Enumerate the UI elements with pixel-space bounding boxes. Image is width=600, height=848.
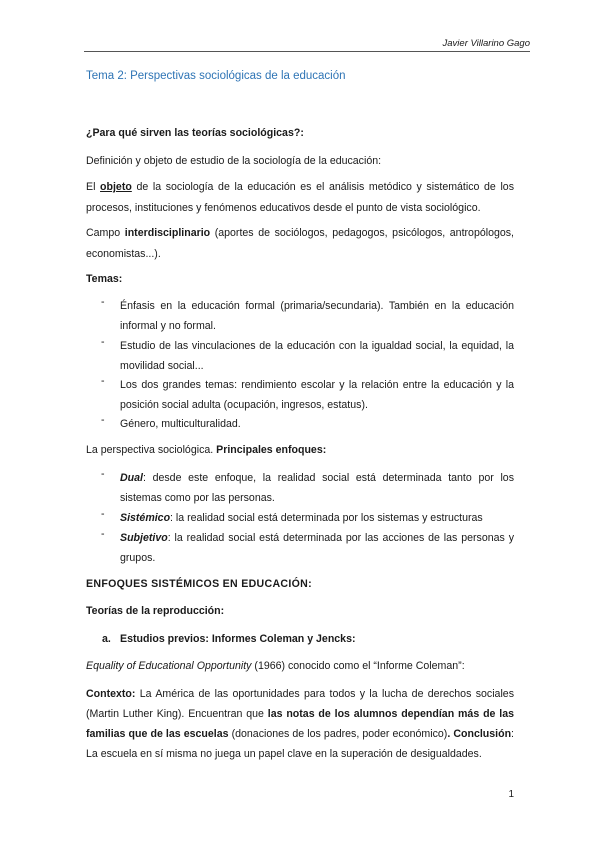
definition-line: Definición y objeto de estudio de la sociología de la educación: bbox=[86, 155, 382, 167]
contexto-paragraph bbox=[86, 684, 514, 764]
contexto-text-3: : La escuela en sí misma no juega un papel clave en la superación de desigualdades. bbox=[86, 728, 514, 760]
contexto-bold: las notas de los alumnos dependían más de las familias que de las escuelas bbox=[86, 708, 514, 740]
equality-title: Equality of Educational Opportunity bbox=[86, 660, 252, 672]
header-rule bbox=[84, 51, 530, 52]
equality-line bbox=[86, 656, 514, 677]
enfoque-term: Dual bbox=[120, 472, 143, 484]
objeto-pre: El bbox=[86, 181, 101, 193]
enfoque-term: Sistémico bbox=[120, 512, 171, 524]
tema-item-1: Énfasis en la educación formal (primaria/secundaria). También en la educación informal y no formal. bbox=[120, 300, 514, 332]
bullet: - bbox=[101, 296, 105, 308]
objeto-paragraph bbox=[86, 177, 514, 219]
sistemicos-heading: ENFOQUES SISTÉMICOS EN EDUCACIÓN: bbox=[86, 578, 312, 590]
enfoque-sistemico bbox=[120, 508, 514, 528]
header-author: Javier Villarino Gago bbox=[442, 38, 530, 49]
contexto-dot: . bbox=[447, 728, 451, 740]
enfoque-text: : la realidad social está determinada por los sistemas y estructuras bbox=[170, 512, 483, 524]
campo-bold: interdisciplinario bbox=[124, 227, 211, 239]
conclusion-label: Conclusión bbox=[450, 728, 512, 740]
bullet: - bbox=[101, 375, 105, 387]
perspectiva-line bbox=[86, 440, 514, 461]
contexto-label: Contexto: bbox=[86, 688, 136, 700]
bullet: - bbox=[101, 528, 105, 540]
sub-heading: Estudios previos: Informes Coleman y Jencks: bbox=[120, 633, 356, 645]
bullet: - bbox=[101, 468, 105, 480]
bullet: - bbox=[101, 336, 105, 348]
objeto-word: objeto bbox=[100, 181, 132, 193]
enfoque-text: : la realidad social está determinada por las acciones de las personas y grupos. bbox=[120, 532, 514, 564]
tema-item-3: Los dos grandes temas: rendimiento escolar y la relación entre la educación y la posición social adulta (ocupación, ingresos, estatus). bbox=[120, 379, 514, 411]
page-title: Tema 2: Perspectivas sociológicas de la educación bbox=[86, 70, 346, 82]
campo-pre: Campo bbox=[86, 227, 125, 239]
reproduccion-heading: Teorías de la reproducción: bbox=[86, 605, 225, 617]
temas-heading: Temas: bbox=[86, 273, 123, 285]
contexto-text-1: La América de las oportunidades para todos y la lucha de derechos sociales (Martin Luther King). Encuentran que bbox=[86, 688, 514, 720]
enfoque-term: Subjetivo bbox=[120, 532, 168, 544]
bullet: - bbox=[101, 414, 105, 426]
tema-item-2: Estudio de las vinculaciones de la educación con la igualdad social, la equidad, la movilidad social... bbox=[120, 340, 514, 372]
question-heading: ¿Para qué sirven las teorías sociológicas?: bbox=[86, 127, 304, 139]
bullet: - bbox=[101, 508, 105, 520]
campo-paragraph bbox=[86, 223, 514, 265]
enfoque-subjetivo bbox=[120, 528, 514, 568]
tema-item-4: Género, multiculturalidad. bbox=[120, 418, 241, 430]
equality-rest: (1966) conocido como el “Informe Coleman”: bbox=[251, 660, 465, 672]
enfoque-text: : desde este enfoque, la realidad social está determinada tanto por los sistemas como por las personas. bbox=[120, 472, 514, 504]
perspectiva-pre: La perspectiva sociológica. bbox=[86, 444, 217, 456]
campo-rest: (aportes de sociólogos, pedagogos, psicólogos, antropólogos, economistas...). bbox=[86, 227, 514, 260]
page-number: 1 bbox=[508, 789, 514, 800]
perspectiva-bold: Principales enfoques: bbox=[216, 444, 327, 456]
contexto-text-2: (donaciones de los padres, poder económico) bbox=[228, 728, 448, 740]
objeto-rest: de la sociología de la educación es el análisis metódico y sistemático de los procesos, instituciones y fenómenos educativos desde el punto de vista sociológico. bbox=[86, 181, 514, 214]
enfoque-dual bbox=[120, 468, 514, 508]
sub-letter: a. bbox=[102, 633, 111, 645]
